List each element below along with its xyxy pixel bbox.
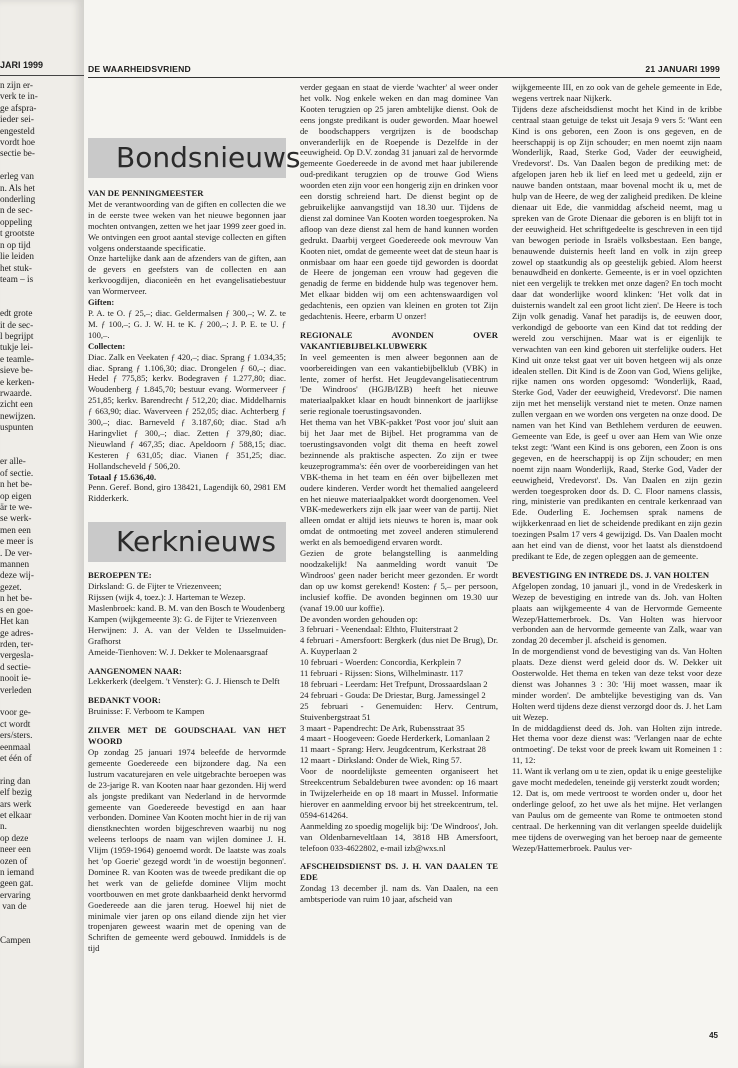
paragraph: De avonden worden gehouden op: 3 februari - Veenendaal: Elthto, Fluiterstraat 2 4 februari - Amersfoort: Bergkerk (dus niet De Brug), Dr. A. Kuyperlaan 2 10 februari - Woerden: Concordia, Kerkplein 7 11 februari - Rijssen: Sions, Wilhelminastr. 117 18 februari - Leerdam: Het Trefpunt, Drossaardslaan 2 24 februari - Gouda: De Driestar, Burg. Jamessingel 2 25 februari - Genemuiden: Herv. Centrum, Stuivenbergstraat 51 3 maart - Papendrecht: De Ark, Rubensstraat 35 4 maart - Hoogeveen: Goede Herderkerk, Lomanlaan 2 11 maart - Sprang: Herv. Jeugdcentrum, Kerkstraat 28 12 maart - Dirksland: Onder de Wiek, Ring 57. <box>300 613 498 766</box>
running-header <box>88 64 720 74</box>
column-1 <box>88 82 301 954</box>
paragraph: Op zondag 25 januari 1974 beleefde de hervormde gemeente Goedereede een bijzondere dag. Na een lustrum vacaturejaren en vele uitgebrachte beroepen was de 23-jarige R. van Kooten naar haar gezonden. Hij werd als jongste predikant van Nederland in de hervormde gemeente van Goedereede bevestigd en aan haar verbonden. Dominee Van Kooten mocht hier in de rij van dienstknechten worden bijgeschreven waarbij nu nog weleens terloops de naam van wijlen dominee J. H. Vlijm (1959-1964) genoemd wordt. De laatste was zoals het 'op Goerie' gezegd wordt 'in de woestijn begonnen'. Dominee R. van Kooten was de tweede predikant die op het werk van de geliefde dominee Vlijm mocht voortbouwen en met grote dankbaarheid denkt hervormd Goedereede aan die jaren terug. Hoewel hij niet de minimale vier jaren op ons eiland diende zijn het vier tropenjaren geweest waarin met de opening van de Schriften de gemeente werd gebouwd. Inmiddels is de tijd <box>88 746 286 954</box>
paragraph: Zondag 13 december jl. nam ds. Van Daalen, na een ambtsperiode van ruim 10 jaar, afscheid van <box>300 883 498 905</box>
heading-zilver: ZILVER MET DE GOUDSCHAAL VAN HET WOORD <box>88 725 286 747</box>
paragraph: Afgelopen zondag, 10 januari jl., vond in de Vredeskerk in Wezep de bevestiging en intrede van ds. Joh. van Holten plaats aan wijkgemeente 4 van de Hervormde Gemeente Wezep/Hattemerbroek. Ds. Van Holten was hiervoor verbonden aan de hervormde gemeente van Zalk, waar van zondag 20 december jl. afscheid is genomen. <box>512 580 722 646</box>
paragraph: In de morgendienst vond de bevestiging van ds. Van Holten plaats. Deze dienst werd geleid door ds. W. Dekker uit Oosterwolde. Het thema en teken van deze tekst voor deze dienst was Johannes 3 : 30: 'Hij moet wassen, maar ik minder worden'. De ambtelijke bevestiging van ds. Van Holten werd tijdens deze dienst verzorgd door ds. J. het Lam uit Wezep. <box>512 646 722 722</box>
paragraph: Diac. Zalk en Veekaten ƒ 420,–; diac. Sprang ƒ 1.034,35; diac. Sprang ƒ 1.106,30; diac. Drongelen ƒ 60,–; diac. Hedel ƒ 775,85; kerkv. Bodegraven ƒ 1.277,80; diac. Woudenberg ƒ 1.845,70; bestuur evang. Wormerveer ƒ 251,85; kerkv. Barendrecht ƒ 512,20; diac. Middelharnis ƒ 663,90; diac. Waverveen ƒ 252,05; diac. Achterberg ƒ 300,–; diac. Barneveld ƒ 3.187,60; diac. Stad a/h Haringvliet ƒ 300,–; diac. Zetten ƒ 379,80; diac. Nieuwland ƒ 467,35; diac. Apeldoorn ƒ 588,15; diac. Kesteren ƒ 631,05; diac. Vianen ƒ 351,25; diac. Hollandscheveld ƒ 506,20. <box>88 351 286 471</box>
paragraph: Dirksland: G. de Fijter te Vriezenveen; Rijssen (wijk 4, toez.): J. Harteman te Wezep. Maslenbroek: kand. B. M. van den Bosch te Woudenberg Kampen (wijkgemeente 3): G. de Fijter te Vriezenveen Herwijnen: J. A. van der Velden te IJsselmuiden-Grafhorst Ameide-Tienhoven: W. J. Dekker te Molenaarsgraaf <box>88 581 286 657</box>
previous-page-rule <box>0 75 84 76</box>
issue-date: 21 JANUARI 1999 <box>645 64 720 74</box>
heading-regionale-avonden: REGIONALE AVONDEN OVER VAKANTIEBIJBELKLUBWERK <box>300 329 498 351</box>
heading-afscheidsdienst: AFSCHEIDSDIENST DS. J. H. VAN DAALEN TE EDE <box>300 861 498 883</box>
column-3 <box>512 82 722 853</box>
magazine-page <box>84 0 738 1068</box>
section-banner-kerknieuws: Kerknieuws <box>88 522 286 562</box>
paragraph: Met de verantwoording van de giften en collecten die we in de eerste twee weken van het nieuwe begonnen jaar mochten ontvangen, zetten we het jaar 1999 zeer goed in. We ontvingen een groot aantal stevige collecten en giften volgens onderstaande specificatie. <box>88 198 286 253</box>
column-2 <box>300 82 498 905</box>
paragraph: P. A. te O. ƒ 25,–; diac. Geldermalsen ƒ 300,–; W. Z. te M. ƒ 100,–; G. J. W. H. te K. ƒ 200,–; J. P. E. te U. ƒ 100,–. <box>88 307 286 340</box>
paragraph: Lekkerkerk (deelgem. 't Venster): G. J. Hiensch te Delft <box>88 676 280 687</box>
paragraph: Bruinisse: F. Verboom te Kampen <box>88 706 205 717</box>
paragraph: wijkgemeente III, en zo ook van de gehele gemeente in Ede, wegens vertrek naar Nijkerk. Tijdens deze afscheidsdienst mocht het Kind in de kribbe centraal staan getuige de tekst uit Jesaja 9 vers 5: 'Want een Kind is ons geboren, een Zoon is ons gegeven, en de heerschappij is op Zijn schouder; en men noemt zijn naam Wonderlijk, Raad, Sterke God, Vader der eeuwigheid, Vredevorst'. Ds. Van Daalen begon de prediking met: de afgelopen jaren heb ik lief en leed met u gedeeld, zijn er nauwe banden ontstaan, maar bovenal mocht ik u, met de hulp van de Heere, de weg der zaligheid prediken. De kleine dienaar uit Ede, die vanmiddag afscheid neemt, mag u spreken van de Grote Dienaar die geboren is en blijft tot in der eeuwigheid. Het schriftgedeelte is geschreven in een tijd van bewogen periode in Israëls volksbestaan. Een bange, benauwende duisternis heeft land en volk in zijn greep zowel op staatkundig als op geestelijk gebied. Alom heerst benauwdheid en donkerte. Gemeente, is er in voel opzichten niet een vergelijk te trekken met onze dagen? En toch mocht daar dat wonderlijke woord klinken: 'Het volk dat in duisternis wandelt zal een groot licht zien'. De Heere is toch Zijn volk genadig. Vanaf het paradijs is, de eeuwen door, verkondigd de geboorte van een Kind dat tot redding der wereld zou verschijnen. Maar wat is er eigenlijk te verwachten van een kind geboren uit sterfelijke ouders. Het Kind uit onze tekst gaat ver uit boven hetgeen wij als onze idealen stellen. Dit Kind is de Zoon van God, Wiens gelijke, rijke namen ons worden opgesomd: 'Wonderlijk, Raad, Sterke God, Vader der eeuwigheid, Vredevorst'. Die namen zijn met het menselijk verstand niet te meten. Onze namen zullen vergaan en we worden ons vergeten na onze dood. De namen van het Kind van Bethlehem verduren de eeuwen. Gemeente van Ede, is geef u over aan Hem van Wie onze tekst zegt: 'Want een Kind is ons geboren, een Zoon is ons gegeven, en de heerschappij is op Zijn schouder; en men noemt zijn naam Wonderlijk, Raad, Sterke God, Vader der eeuwigheid, Vredevorst'. Ds. Van Daalen en zijn gezin werden toegesproken door ds. D. C. Floor namens classis, ring, ministerie van predikanten en centrale kerkenraad van Ede. Ouderling E. Jochemsen sprak namens de wijkkerkenraad en liet de scheidende predikant en zijn gezin toezingen Psalm 17 vers 4 gewijzigd. Ds. Van Daalen mocht aan het eind van de dienst, voor het laatst als dienstdoend predikant te Ede, de zegen opleggen aan de gemeente. <box>512 82 722 561</box>
paragraph: In de middagdienst deed ds. Joh. van Holten zijn intrede. Het thema voor deze dienst was: 'Verlangen naar de echte ontmoeting'. De tekst voor de preek kwam uit Romeinen 1 : 11, 12: 11. Want ik verlang om u te zien, opdat ik u enige geestelijke gave mocht mededelen, teneinde gij versterkt zoudt worden; 12. Dat is, om mede vertroost te worden onder u, door het onderlinge geloof, zo het uwe als het mijne. Het verlangen van Paulus om de gemeente van Rome te ontmoeten stond centraal. De herkenning van dit verlangen speelde duidelijk mee tijdens de overweging van het beroep naar de gemeente Wezep/Hattemerbroek. Paulus ver- <box>512 722 722 853</box>
paragraph: Onze hartelijke dank aan de afzenders van de giften, aan de gevers en geefsters van de collecten en aan kerkvoogdijen, diaconieën en het evangelisatiebestuur van Wormerveer. <box>88 253 286 297</box>
paragraph: In veel gemeenten is men alweer begonnen aan de voorbereidingen van een vakantiebijbelklub (VBK) in lente, zomer of herfst. Het Jeugdevangelisatiecentrum 'De Windroos' (HGJB/IZB) heeft het nieuwe materiaalpakket klaar en houdt binnenkort de jaarlijkse serie regionale toerustingsavonden. <box>300 351 498 417</box>
previous-page-edge <box>0 0 84 1068</box>
label-giften: Giften: <box>88 297 115 308</box>
paragraph: Voor de noordelijkste gemeenten organiseert het Streekcentrum Sebaldeburen twee avonden: op 16 maart in Twijzelerheide en op 18 maart in Mussel. Informatie hierover en aanmelding ervoor bij het streekcentrum, tel. 0594-614264. Aanmelding zo spoedig mogelijk bij: 'De Windroos', Joh. van Oldenbarneveltlaan 14, 3818 HB Amersfoort, telefoon 033-4622802, e-mail izb@wxs.nl <box>300 766 498 853</box>
heading-penningmeester: VAN DE PENNINGMEESTER <box>88 188 204 198</box>
paragraph: Gezien de grote belangstelling is aanmelding noodzakelijk! Na aanmelding wordt vanuit 'De Windroos' geen nader bericht meer gezonden. Er wordt dan op uw komst gerekend! Kosten: ƒ 5,– per persoon, inclusief koffie. De avonden beginnen om 19.30 uur (vanaf 19.00 uur koffie). <box>300 548 498 613</box>
label-collecten: Collecten: <box>88 340 126 351</box>
heading-bedankt: BEDANKT VOOR: <box>88 695 161 706</box>
heading-aangenomen: AANGENOMEN NAAR: <box>88 665 182 676</box>
heading-bevestiging: BEVESTIGING EN INTREDE DS. J. VAN HOLTEN <box>512 569 710 580</box>
heading-beroepen: BEROEPEN TE: <box>88 570 152 581</box>
paragraph: Penn. Geref. Bond, giro 138421, Lagendijk 60, 2981 EM Ridderkerk. <box>88 482 286 504</box>
paragraph: Het thema van het VBK-pakket 'Post voor jou' sluit aan bij het Jaar met de Bijbel. Het programma van de toerustingsavonden volgt dit thema en heeft zowel bezinnende als praktische aspecten. Zo zijn er twee keuzeprogramma's: één over de voorbereidingen van het VBK-thema in het team en één over bijbellezen met oudere kinderen. Verder wordt het themalied aangeleerd en het nieuwe materiaalpakket wordt doorgenomen. Veel VBK-medewerkers zijn elk jaar weer van de partij. Niet alleen omdat er altijd iets nieuws te horen is, maar ook omdat de ontmoeting met zoveel anderen stimulerend werkt en als bemoedigend ervaren wordt. <box>300 417 498 548</box>
publication-title: DE WAARHEIDSVRIEND <box>88 64 191 74</box>
header-rule <box>88 77 720 78</box>
section-banner-bondsnieuws: Bondsnieuws <box>88 138 286 178</box>
previous-page-header: JARI 1999 <box>0 60 44 70</box>
total-amount: Totaal ƒ 15.636,40. <box>88 471 157 482</box>
paragraph: verder gegaan en staat de vierde 'wachter' al weer onder het volk. Nog enkele weken en dan mag dominee Van Kooten terugzien op 25 jaren ambtelijke dienst. Ook de eens jongste predikant is ouder geworden. Maar hoewel de boodschappers vergrijzen is de boodschap onveranderlijk en de Roepende is Dezelfde in der eeuwigheid. Op D.V. zondag 31 januari zal de hervormde gemeente Goedereede in de avond met haar jubilerende oud-predikant terugzien op de trouwe God Wiens woorden eten zijn voor een hongerig zijn en drinken voor een dorstig schreiend hart. De dienst begint op de gebruikelijke aanvangstijd van 18.30 uur. Tijdens de dienst zal dominee Van Kooten worden toegesproken. Na afloop van deze dienst zal hem de hand kunnen worden gedrukt. Daarbij vergeet Goedereede ook mevrouw Van Kooten niet, omdat de gemeente weet dat de steun haar is onmisbaar om haar een goede tijd geworden is doordat de Heere de jongeman een vrouw had gegeven die genadig de ferme en biddende hulp was tegenover hem. Met elkaar bidden wij om een achtenswaardigen vol gedachtenis, een opzien van kleinen en groten tot Zijn gedachtenis. Heere, erbarm U onzer! <box>300 82 498 322</box>
page-number: 45 <box>709 1031 718 1040</box>
previous-page-text: n zijn er- verk te in- ge afspra- ieder sei- engesteld vordt hoe sectie be- erleg van n. Als het onderling n de sec- oppeling t grootste n op tijd lie leiden het stuk- team – is edt grote it de sec- l begrijpt tukje lei- e teamle- sieve be- e kerken- rwaarde. zicht een newijzen. uspunten er alle- of sectie. n het be- op eigen är te we- se werk- men een e meer is . De ver- mannen deze wij- gezet. n het be- s en goe- Het kan ge adres- rden, ter- vergesla- d sectie- nooit ie- verleden voor ge- ct wordt ers/sters. eenmaal et één of ring dan elf bezig ars werk et elkaar n. op deze neer een ozen of n iemand geen gat. ervaring van de Campen <box>0 80 38 946</box>
